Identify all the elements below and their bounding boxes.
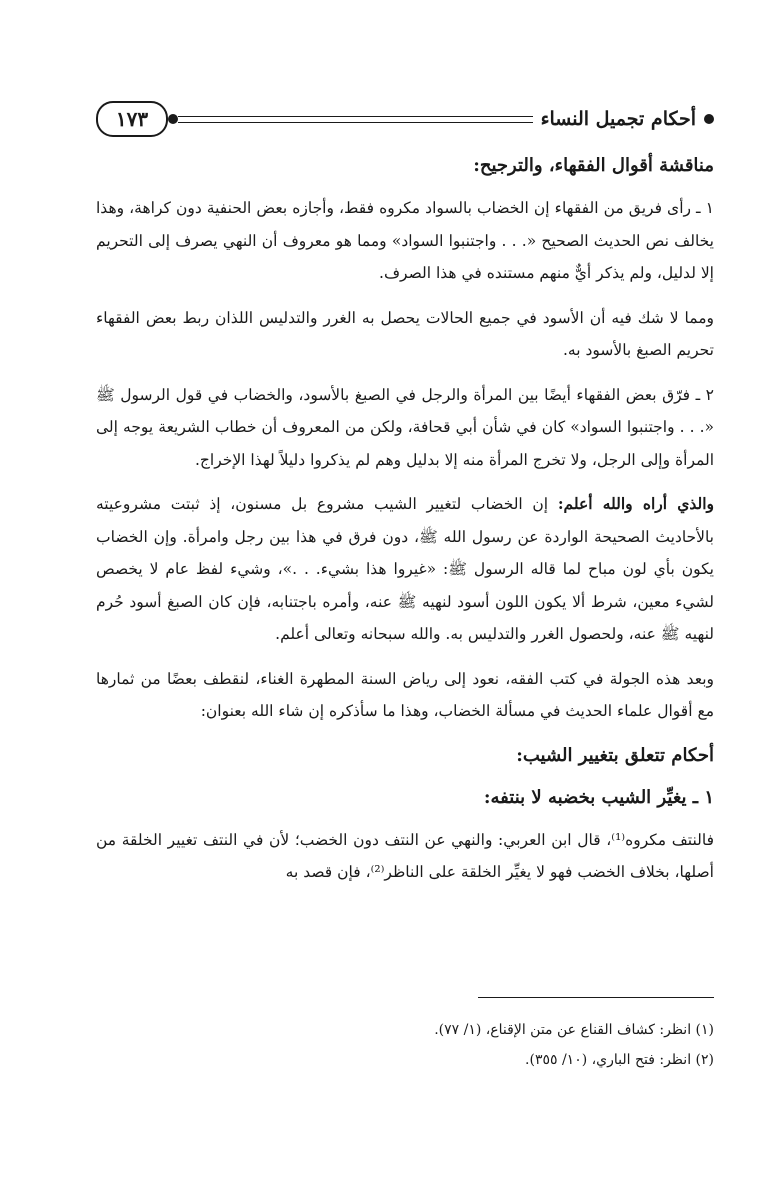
footnote-2: (٢) انظر: فتح الباري، (١٠/ ٣٥٥). [525, 1052, 714, 1068]
footnotes [96, 1015, 714, 1075]
footnote-1: (١) انظر: كشاف القناع عن متن الإقناع، (١/ ٧٧). [434, 1022, 714, 1038]
section-heading-rulings: أحكام تتعلق بتغيير الشيب: [516, 744, 714, 766]
opinion-text: إن الخضاب لتغيير الشيب مشروع بل مسنون، إذ ثبتت مشروعيته بالأحاديث الصحيحة الواردة عن رسول الله ﷺ، دون فرق في هذا بين رجل وامرأة. وإن الخضاب يكون بأي لون مباح لما قاله الرسول ﷺ: «غيروا هذا بشيء. . .»، وشيء لفظ عام لا يخصص لشيء معين، شرط ألا يكون اللون أسود لنهيه ﷺ عنه، وأمره باجتنابه، فإن كان الصبغ أسود حُرم لنهيه ﷺ عنه، ولحصول الغرر والتدليس به. والله سبحانه وتعالى أعلم. [96, 495, 714, 643]
header-dot-right [704, 114, 714, 124]
page-number: ١٧٣ [96, 101, 168, 137]
subheading-plucking: ١ ـ يغيِّر الشيب بخضبه لا بنتفه: [483, 786, 714, 808]
section-heading-discussion: مناقشة أقوال الفقهاء، والترجيح: [473, 155, 714, 176]
paragraph-3: ٢ ـ فرّق بعض الفقهاء أيضًا بين المرأة والرجل في الصبغ بالأسود، والخضاب في قول الرسول ﷺ «. . . واجتنبوا السواد» كان في شأن أبي قحافة، ولكن من المعروف أن خطاب الشريعة يوجه إلى المرأة وإلى الرجل، ولا تخرج المرأة منه إلا بدليل وهم لم يذكروا دليلاً لهذا الإخراج. [96, 385, 714, 469]
running-title: أحكام تجميل النساء [540, 108, 696, 130]
paragraph-1: ١ ـ رأى فريق من الفقهاء إن الخضاب بالسواد مكروه فقط، وأجازه بعض الحنفية دون كراهة، وهذا يخالف نص الحديث الصحيح «. . . واجتنبوا السواد» ومما هو معروف أن النهي يصرف إلى التحريم إلا لدليل، ولم يذكر أيٌّ منهم مستنده في هذا الصرف. [96, 199, 714, 282]
header-rule [178, 116, 533, 123]
header-dot-left [168, 114, 178, 124]
paragraph-4 [96, 488, 714, 651]
opinion-lead: والذي أراه والله أعلم: [557, 494, 714, 513]
paragraph-6: فالنتف مكروه⁽¹⁾، قال ابن العربي: والنهي عن النتف دون الخضب؛ لأن في النتف تغيير الخلقة من أصلها، بخلاف الخضب فهو لا يغيِّر الخلقة على الناظر⁽²⁾، فإن قصد به [96, 830, 714, 881]
page-header [96, 98, 714, 140]
paragraph-2: ومما لا شك فيه أن الأسود في جميع الحالات يحصل به الغرر والتدليس اللذان ربط بعض الفقهاء تحريم الصبغ بالأسود به. [96, 308, 714, 359]
footnote-separator [478, 997, 714, 998]
paragraph-5: وبعد هذه الجولة في كتب الفقه، نعود إلى رياض السنة المطهرة الغناء، لنقطف بعضًا من ثمارها مع أقوال علماء الحديث في مسألة الخضاب، وهذا ما سأذكره إن شاء الله بعنوان: [96, 669, 714, 720]
page-body [96, 150, 714, 901]
